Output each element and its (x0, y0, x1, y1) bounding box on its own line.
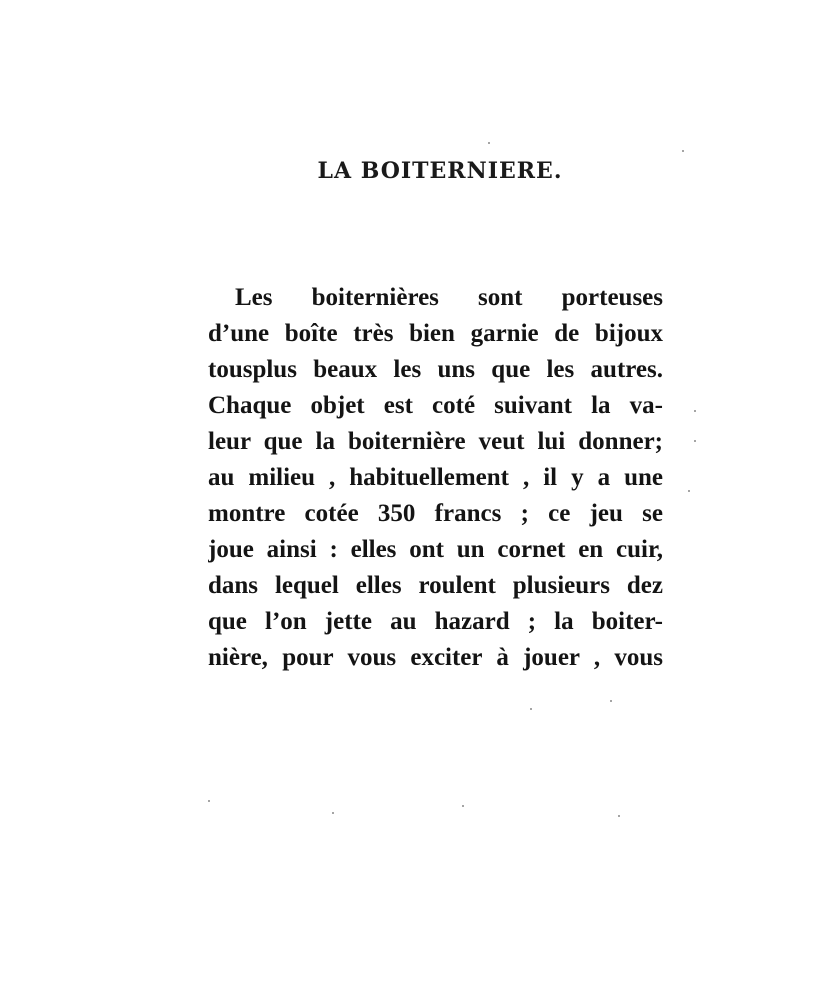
text-line: tousplus beaux les uns que les autres. (208, 356, 663, 383)
text-line: nière, pour vous exciter à jouer , vous (208, 644, 663, 671)
text-line: dans lequel elles roulent plusieurs dez (208, 572, 663, 599)
scan-speck (694, 410, 696, 412)
text-line: d’une boîte très bien garnie de bijoux (208, 320, 663, 347)
text-line: joue ainsi : elles ont un cornet en cuir, (208, 536, 663, 563)
scan-speck (462, 805, 464, 807)
scan-speck (688, 490, 690, 492)
scan-speck (332, 812, 334, 814)
scan-speck (694, 440, 696, 442)
chapter-title: LA BOITERNIERE. (317, 158, 563, 184)
text-line: au milieu , habituellement , il y a une (208, 464, 663, 491)
text-line: montre cotée 350 francs ; ce jeu se (208, 500, 663, 527)
scan-speck (530, 708, 532, 710)
scan-speck (618, 815, 620, 817)
text-line: que l’on jette au hazard ; la boiter- (208, 608, 663, 635)
text-line: Chaque objet est coté suivant la va- (208, 392, 663, 419)
paragraph (208, 280, 663, 676)
text-line: Les boiternières sont porteuses (235, 284, 663, 311)
text-line: leur que la boiternière veut lui donner; (208, 428, 663, 455)
scan-speck (682, 150, 684, 152)
scan-speck (208, 800, 210, 802)
scan-speck (610, 700, 612, 702)
scan-speck (488, 142, 490, 144)
